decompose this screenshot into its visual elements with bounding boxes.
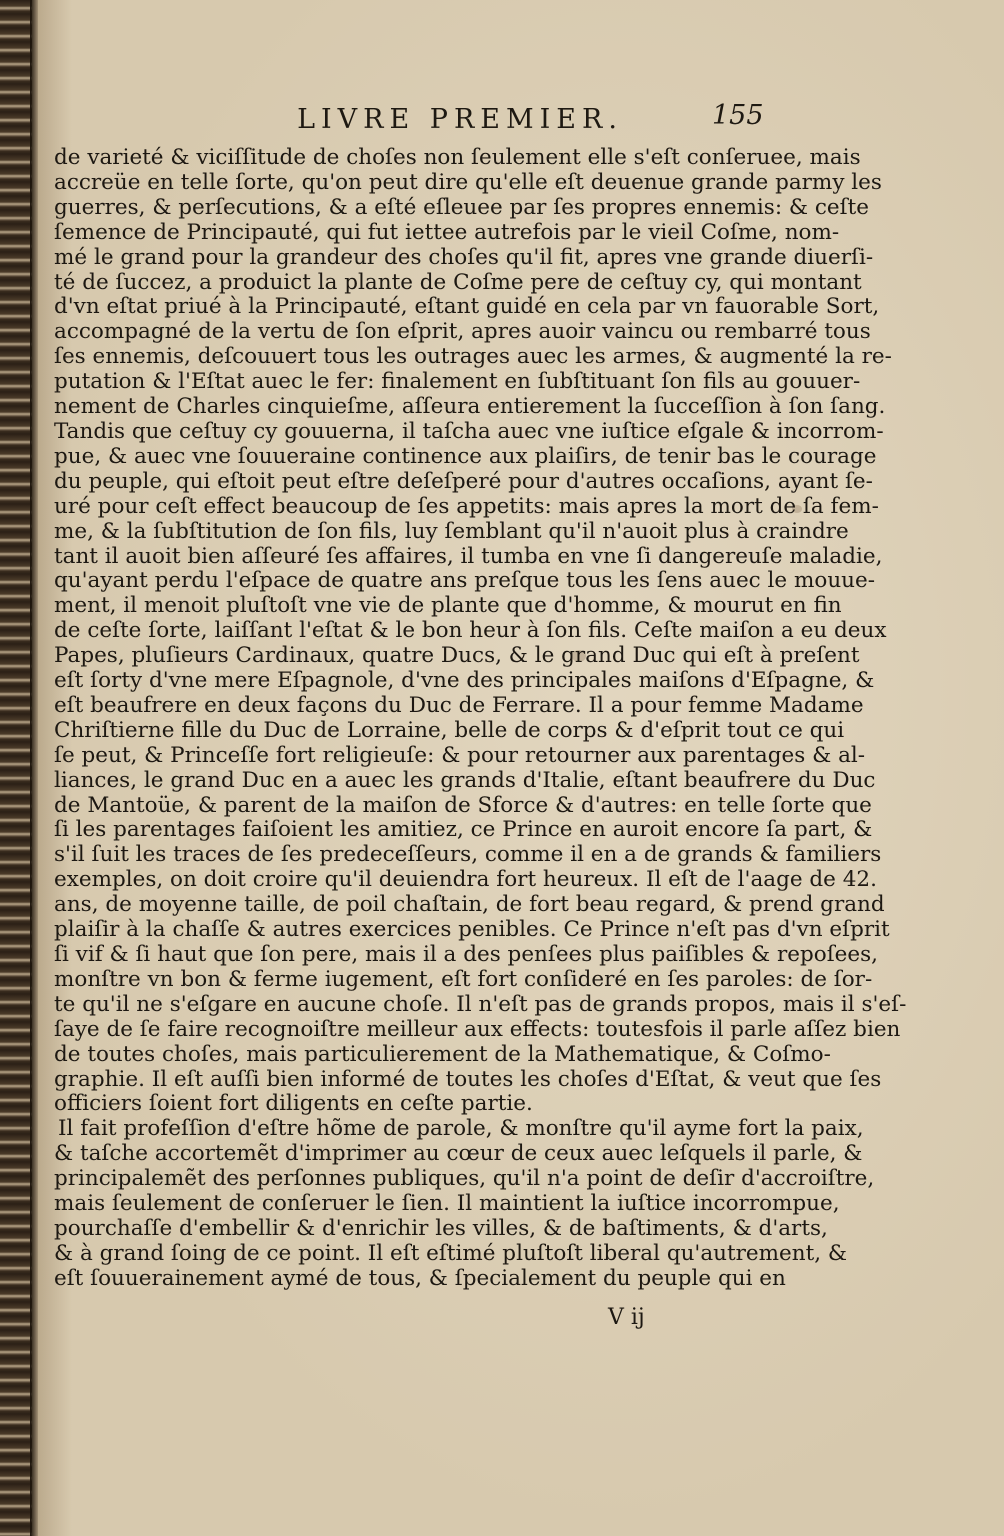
text-line: & à grand ſoing de ce point. Il eſt eſtimé pluſtoſt liberal qu'autrement, & bbox=[54, 1240, 848, 1266]
text-line: nement de Charles cinquieſme, aſſeura entierement la ſucceſſion à ſon ſang. bbox=[54, 394, 886, 420]
text-line: principalemẽt des perſonnes publiques, qu'il n'a point de deſir d'accroiſtre, bbox=[54, 1166, 875, 1192]
text-line: du peuple, qui eſtoit peut eſtre deſeſperé pour d'autres occaſions, ayant ſe- bbox=[54, 468, 873, 494]
text-line: de varieté & viciſſitude de choſes non ſeulement elle s'eſt conſeruee, mais bbox=[54, 145, 861, 170]
text-line: ſaye de ſe faire recognoiſtre meilleur aux effects: toutesfois il parle aſſez bien bbox=[54, 1016, 901, 1042]
running-head: LIVRE PREMIER. bbox=[297, 104, 623, 135]
text-line: de Mantoüe, & parent de la maiſon de Sforce & d'autres: en telle ſorte que bbox=[54, 792, 872, 818]
text-line: ſes ennemis, deſcouuert tous les outrages auec les armes, & augmenté la re- bbox=[54, 344, 892, 370]
text-line: de ceſte ſorte, laiſſant l'eſtat & le bon heur à ſon fils. Ceſte maiſon a eu deux bbox=[54, 618, 887, 644]
text-line: exemples, on doit croire qu'il deuiendra fort heureux. Il eſt de l'aage de 42. bbox=[54, 867, 877, 893]
text-line: de toutes choſes, mais particulierement de la Mathematique, & Coſmo- bbox=[54, 1041, 831, 1067]
text-line: ſi les parentages faiſoient les amitiez, ce Prince en auroit encore ſa part, & bbox=[54, 817, 873, 843]
text-line: officiers ſoient fort diligents en ceſte partie. bbox=[54, 1091, 533, 1117]
text-line: pue, & auec vne ſouueraine continence aux plaiſirs, de tenir bas le courage bbox=[54, 443, 877, 469]
text-line: s'il ſuit les traces de ſes predeceſſeurs, comme il en a de grands & familiers bbox=[54, 842, 882, 868]
page-number: 155 bbox=[712, 100, 764, 131]
text-line: putation & l'Eſtat auec le fer: finalement en ſubſtituant ſon fils au gouuer- bbox=[54, 369, 861, 395]
text-line: liances, le grand Duc en a auec les grands d'Italie, eſtant beaufrere du Duc bbox=[54, 767, 876, 793]
text-line: monſtre vn bon & ferme iugement, eſt fort conſideré en ſes paroles: de ſor- bbox=[54, 966, 873, 992]
text-line: d'vn eſtat priué à la Principauté, eſtant guidé en cela par vn fauorable Sort, bbox=[54, 294, 880, 320]
text-line: plaiſir à la chaſſe & autres exercices penibles. Ce Prince n'eſt pas d'vn eſprit bbox=[54, 917, 890, 943]
text-line: mais ſeulement de conſeruer le ſien. Il maintient la iuſtice incorrompue, bbox=[54, 1191, 840, 1217]
binding-gutter bbox=[0, 0, 32, 1536]
text-line: ſemence de Principauté, qui fut iettee autrefois par le vieil Coſme, nom- bbox=[54, 219, 840, 245]
text-line: ans, de moyenne taille, de poil chaſtain, de fort beau regard, & prend grand bbox=[54, 892, 885, 918]
text-line: ment, il menoit pluſtoſt vne vie de plante que d'homme, & mourut en fin bbox=[54, 593, 842, 619]
signature-mark: V ij bbox=[608, 1305, 645, 1330]
text-line: eſt beaufrere en deux façons du Duc de Ferrare. Il a pour femme Madame bbox=[54, 692, 864, 718]
text-line: accompagné de la vertu de ſon eſprit, apres auoir vaincu ou rembarré tous bbox=[54, 319, 871, 345]
text-line: eſt ſouuerainement aymé de tous, & ſpecialement du peuple qui en bbox=[54, 1265, 786, 1291]
text-line: graphie. Il eſt auſſi bien informé de toutes les choſes d'Eſtat, & veut que ſes bbox=[54, 1066, 882, 1092]
text-line: eſt ſorty d'vne mere Eſpagnole, d'vne des principales maiſons d'Eſpagne, & bbox=[54, 668, 875, 694]
text-line: guerres, & perſecutions, & a eſté eſleuee par ſes propres ennemis: & ceſte bbox=[54, 194, 869, 220]
text-line: & taſche accortemẽt d'imprimer au cœur de ceux auec leſquels il parle, & bbox=[54, 1141, 863, 1167]
text-line: Tandis que ceſtuy cy gouuerna, il taſcha auec vne iuſtice eſgale & incorrom- bbox=[54, 418, 884, 444]
text-line: te qu'il ne s'eſgare en aucune choſe. Il n'eſt pas de grands propos, mais il s'eſ- bbox=[54, 991, 907, 1017]
text-line: accreüe en telle ſorte, qu'on peut dire qu'elle eſt deuenue grande parmy les bbox=[54, 169, 882, 195]
body-text bbox=[54, 145, 907, 1292]
text-line: té de ſuccez, a produict la plante de Coſme pere de ceſtuy cy, qui montant bbox=[54, 269, 862, 295]
text-line: me, & la ſubſtitution de ſon fils, luy ſemblant qu'il n'auoit plus à craindre bbox=[54, 518, 849, 544]
text-line: pourchaſſe d'embellir & d'enrichir les villes, & de baſtiments, & d'arts, bbox=[54, 1215, 828, 1241]
text-line: Il fait profeſſion d'eſtre hõme de parole, & monſtre qu'il ayme fort la paix, bbox=[58, 1116, 864, 1142]
text-line: Chriſtierne fille du Duc de Lorraine, belle de corps & d'eſprit tout ce qui bbox=[54, 717, 845, 743]
text-line: ſi vif & ſi haut que ſon pere, mais il a des penſees plus paiſibles & repoſees, bbox=[54, 942, 878, 967]
text-line: qu'ayant perdu l'eſpace de quatre ans preſque tous les ſens auec le mouue- bbox=[54, 568, 875, 594]
text-line: Papes, pluſieurs Cardinaux, quatre Ducs, & le grand Duc qui eſt à preſent bbox=[54, 643, 860, 669]
page-shadow bbox=[30, 0, 38, 1536]
text-line: mé le grand pour la grandeur des choſes qu'il fit, apres vne grande diuerſi- bbox=[54, 244, 874, 270]
text-line: uré pour ceſt effect beaucoup de ſes appetits: mais apres la mort de ſa fem- bbox=[54, 493, 879, 519]
text-line: tant il auoit bien aſſeuré ſes affaires, il tumba en vne ſi dangereuſe maladie, bbox=[54, 543, 883, 569]
text-line: ſe peut, & Princeſſe fort religieuſe: & pour retourner aux parentages & al- bbox=[54, 742, 866, 768]
